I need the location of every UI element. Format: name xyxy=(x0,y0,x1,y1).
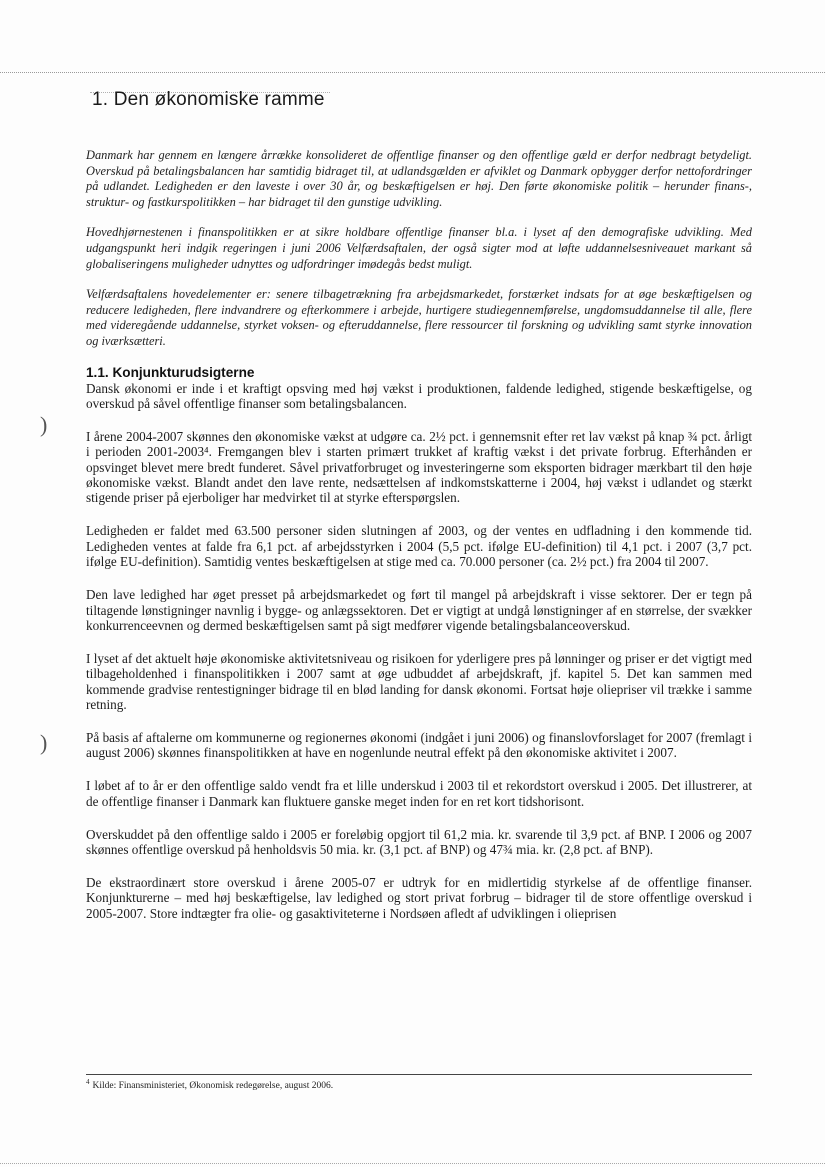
section-title: 1.1. Konjunkturudsigterne xyxy=(86,364,255,380)
body-paragraph: Dansk økonomi er inde i et kraftigt opsving med høj vækst i produktionen, faldende ledighed, stigende beskæftigelse, og overskud på såvel offentlige finanser som betalingsbalancen. xyxy=(86,380,752,411)
footnote xyxy=(86,1078,752,1091)
bottom-divider xyxy=(0,1163,825,1164)
body-paragraph: I lyset af det aktuelt høje økonomiske aktivitetsniveau og risikoen for yderligere pres på lønninger og priser er det vigtigt med tilbageholdenhed i finanspolitikken i 2007 samt at øge udbuddet af arbejdskraft, jf. kapitel 5. Det kan sammen med kommende gradvise rentestigninger bidrage til en blød landing for dansk økonomi. Fortsat høje oliepriser vil trække i samme retning. xyxy=(86,650,752,713)
chapter-title: 1. Den økonomiske ramme xyxy=(92,89,325,110)
main-content xyxy=(86,148,752,939)
footnote-divider xyxy=(86,1074,752,1075)
punch-hole-mark: ) xyxy=(40,730,48,755)
footnote-number: 4 xyxy=(86,1078,90,1086)
intro-paragraph: Velfærdsaftalens hovedelementer er: senere tilbagetrækning fra arbejdsmarkedet, forstærket indsats for at øge beskæftigelsen og reducere ledigheden, flere indvandrere og efterkommere i arbejde, hurtigere studiegennemførelse, ungdomsuddannelse til alle, flere med videregående uddannelse, styrket voksen- og efteruddannelse, flere ressourcer til forskning og udvikling samt styrke innovation og iværksætteri. xyxy=(86,287,752,348)
top-divider xyxy=(0,72,825,73)
body-paragraph: Den lave ledighed har øget presset på arbejdsmarkedet og ført til mangel på arbejdskraft i visse sektorer. Der er tegn på tiltagende lønstigninger navnlig i bygge- og anlægssektoren. Det er vigtigt at undgå lønstigninger af en størrelse, der svækker konkurrenceevnen og dermed beskæftigelsen samt på sigt medfører vigende betalingsbalanceoverskud. xyxy=(86,587,752,633)
body-paragraph: Overskuddet på den offentlige saldo i 2005 er foreløbig opgjort til 61,2 mia. kr. svarende til 3,9 pct. af BNP. I 2006 og 2007 skønnes offentlige overskud på henholdsvis 50 mia. kr. (3,1 pct. af BNP) og 47¾ mia. kr. (2,8 pct. af BNP). xyxy=(86,826,752,857)
body-paragraph: Ledigheden er faldet med 63.500 personer siden slutningen af 2003, og der ventes en udfladning i den kommende tid. Ledigheden ventes at falde fra 6,1 pct. af arbejdsstyrken i 2004 (5,5 pct. ifølge EU-definition) til 4,1 pct. i 2007 (3,7 pct. ifølge EU-definition). Samtidig ventes beskæftigelsen at stige med ca. 70.000 personer (ca. 2½ pct.) fra 2004 til 2007. xyxy=(86,523,752,570)
body-paragraph: På basis af aftalerne om kommunerne og regionernes økonomi (indgået i juni 2006) og finanslovforslaget for 2007 (fremlagt i august 2006) skønnes finanspolitikken at have en nogenlunde neutral effekt på den økonomiske aktivitet i 2007. xyxy=(86,729,752,761)
body-paragraph: De ekstraordinært store overskud i årene 2005-07 er udtryk for en midlertidig styrkelse af de offentlige finanser. Konjunkturerne – med høj beskæftigelse, lav ledighed og stort privat forbrug – bidrager til de store offentlige overskud i 2005-2007. Store indtægter fra olie- og gasaktiviteterne i Nordsøen afledt af udviklingen i olieprisen xyxy=(86,874,752,921)
punch-hole-mark: ) xyxy=(40,412,48,437)
intro-paragraph: Hovedhjørnestenen i finanspolitikken er at sikre holdbare offentlige finanser bl.a. i lyset af den demografiske udvikling. Med udgangspunkt heri indgik regeringen i juni 2006 Velfærdsaftalen, der også sigter mod at løfte uddannelsesniveauet markant så globaliseringens muligheder udnyttes og udfordringer imødegås bedst muligt. xyxy=(86,225,752,271)
intro-paragraph: Danmark har gennem en længere årrække konsolideret de offentlige finanser og den offentlige gæld er derfor nedbragt betydeligt. Overskud på betalingsbalancen har samtidig bidraget til, at udlandsgælden er afviklet og Danmark opbygger derfor nettofordringer på udlandet. Ledigheden er den laveste i over 30 år, og beskæftigelsen er høj. Den førte økonomiske politik – herunder finans-, struktur- og fastkurspolitikken – har bidraget til den gunstige udvikling. xyxy=(86,148,752,209)
body-paragraph: I løbet af to år er den offentlige saldo vendt fra et lille underskud i 2003 til et rekordstort overskud i 2005. Det illustrerer, at de offentlige finanser i Danmark kan fluktuere ganske meget inden for en ret kort tidshorisont. xyxy=(86,778,752,809)
body-paragraph: I årene 2004-2007 skønnes den økonomiske vækst at udgøre ca. 2½ pct. i gennemsnit efter ret lav vækst på knap ¾ pct. årligt i perioden 2001-2003⁴. Fremgangen blev i starten primært trukket af kraftig vækst i det private forbrug. Efterhånden er opsvinget blevet mere bredt funderet. Såvel privatforbruget og investeringerne som eksporten bidrager mærkbart til den høje økonomiske vækst. Blandt andet den lave rente, nedsættelsen af indkomstskatterne i 2004, høj vækst i udlandet og stærkt stigende priser på ejerboliger har medvirket til at styrke efterspørgslen. xyxy=(86,428,752,506)
footnote-text: Kilde: Finansministeriet, Økonomisk redegørelse, august 2006. xyxy=(92,1081,334,1092)
